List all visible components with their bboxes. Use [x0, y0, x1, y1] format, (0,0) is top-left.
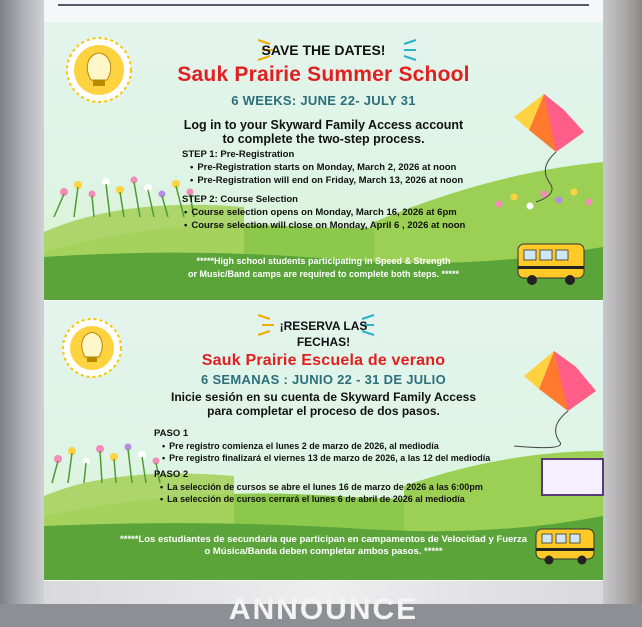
- step1-bullet: • Pre-Registration will end on Friday, March 13, 2026 at noon: [190, 175, 463, 186]
- reserva-las-fechas-heading-1: ¡RESERVA LAS: [279, 319, 368, 333]
- step2-bullet: • Course selection opens on Monday, March 16, 2026 at 6pm: [184, 207, 457, 218]
- footer-note-line-2: o Música/Banda deben completar ambos pasos. *****: [204, 546, 443, 557]
- intro-line-1: Log in to your Skyward Family Access account: [183, 118, 464, 132]
- banner-text: ANNOUNCE: [228, 593, 419, 626]
- summer-school-flyer-english: [44, 22, 603, 300]
- semanas-dates: 6 SEMANAS : JUNIO 22 - 31 DE JULIO: [201, 372, 446, 387]
- previous-section-strip: [44, 0, 603, 22]
- escuela-de-verano-title: Sauk Prairie Escuela de verano: [201, 352, 446, 369]
- weeks-dates: 6 WEEKS: JUNE 22- JULY 31: [231, 93, 416, 108]
- footer-note-line-2: or Music/Band camps are required to complete both steps. *****: [187, 269, 460, 279]
- paso2-bullet: • La selección de cursos cerrará el lunes 6 de abril de 2026 al mediodía: [160, 494, 465, 504]
- paso2-title: PASO 2: [154, 469, 189, 480]
- summer-school-flyer-spanish: [44, 301, 603, 580]
- page-background-left: [0, 0, 44, 604]
- step2-bullet: • Course selection will close on Monday, April 6 , 2026 at noon: [184, 220, 465, 231]
- reserva-las-fechas-heading-2: FECHAS!: [296, 335, 351, 349]
- newsletter-content: [44, 0, 603, 626]
- footer-note-line-1: *****High school students participating in Speed & Strength: [196, 256, 451, 266]
- step1-bullet: • Pre-Registration starts on Monday, March 2, 2026 at noon: [190, 162, 456, 173]
- intro-line-1: Inicie sesión en su cuenta de Skyward Family Access: [170, 390, 477, 404]
- signpost-icon: [542, 459, 603, 495]
- step1-title: STEP 1: Pre-Registration: [182, 149, 295, 160]
- page-background-right: [602, 0, 642, 604]
- intro-line-2: to complete the two-step process.: [222, 132, 425, 146]
- intro-line-2: para completar el proceso de dos pasos.: [207, 404, 440, 418]
- next-section-banner: [44, 581, 603, 626]
- step2-title: STEP 2: Course Selection: [182, 194, 298, 205]
- divider-line: [58, 4, 589, 6]
- paso1-bullet: • Pre registro comienza el lunes 2 de marzo de 2026, al mediodía: [162, 441, 439, 451]
- footer-note-line-1: *****Los estudiantes de secundaria que participan en campamentos de Velocidad y Fuerza: [119, 534, 528, 545]
- paso2-bullet: • La selección de cursos se abre el lunes 16 de marzo de 2026 a las 6:00pm: [160, 482, 483, 492]
- summer-school-title: Sauk Prairie Summer School: [177, 63, 470, 86]
- paso1-bullet: • Pre registro finalizará el viernes 13 de marzo de 2026, a las 12 del mediodía: [162, 453, 490, 463]
- save-the-dates-heading: SAVE THE DATES!: [261, 42, 386, 58]
- paso1-title: PASO 1: [154, 428, 189, 439]
